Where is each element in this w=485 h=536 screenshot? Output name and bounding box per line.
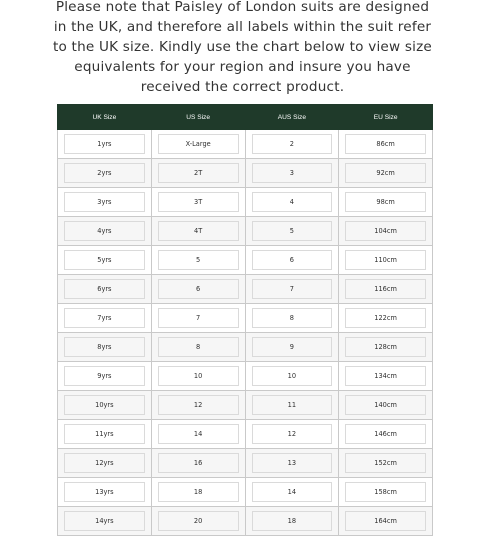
cell-value: 9yrs bbox=[64, 366, 145, 386]
cell-value: 140cm bbox=[345, 395, 426, 415]
cell-value: 14 bbox=[252, 482, 333, 502]
cell-eu-size bbox=[339, 507, 433, 536]
cell-value: 134cm bbox=[345, 366, 426, 386]
cell-eu-size bbox=[339, 420, 433, 449]
cell-aus-size bbox=[245, 478, 339, 507]
cell-value: 8 bbox=[252, 308, 333, 328]
cell-us-size bbox=[151, 478, 245, 507]
cell-value: 5 bbox=[252, 221, 333, 241]
cell-value: 12yrs bbox=[64, 453, 145, 473]
cell-value: 98cm bbox=[345, 192, 426, 212]
cell-eu-size bbox=[339, 217, 433, 246]
cell-aus-size bbox=[245, 246, 339, 275]
cell-aus-size bbox=[245, 391, 339, 420]
cell-value: 14yrs bbox=[64, 511, 145, 531]
cell-aus-size bbox=[245, 275, 339, 304]
cell-value: 158cm bbox=[345, 482, 426, 502]
cell-value: 9 bbox=[252, 337, 333, 357]
intro-line-3: to the UK size. Kindly use the chart below to view size bbox=[52, 39, 432, 55]
cell-us-size bbox=[151, 449, 245, 478]
cell-value: 12 bbox=[252, 424, 333, 444]
cell-uk-size bbox=[58, 217, 152, 246]
cell-value: 2 bbox=[252, 134, 333, 154]
cell-value: 13 bbox=[252, 453, 333, 473]
cell-value: 92cm bbox=[345, 163, 426, 183]
cell-value: 10 bbox=[158, 366, 239, 386]
cell-value: 4T bbox=[158, 221, 239, 241]
cell-value: 20 bbox=[158, 511, 239, 531]
cell-value: 11 bbox=[252, 395, 333, 415]
cell-us-size bbox=[151, 420, 245, 449]
header-uk-size: UK Size bbox=[58, 105, 152, 130]
table-row bbox=[58, 420, 433, 449]
cell-value: 4yrs bbox=[64, 221, 145, 241]
size-chart-header bbox=[58, 105, 433, 130]
cell-value: 152cm bbox=[345, 453, 426, 473]
cell-value: 104cm bbox=[345, 221, 426, 241]
intro-line-2: in the UK, and therefore all labels within the suit refer bbox=[53, 19, 432, 35]
cell-value: 164cm bbox=[345, 511, 426, 531]
intro-line-4: equivalents for your region and insure you have bbox=[74, 59, 411, 75]
cell-uk-size bbox=[58, 304, 152, 333]
header-aus-size: AUS Size bbox=[245, 105, 339, 130]
cell-uk-size bbox=[58, 362, 152, 391]
table-row bbox=[58, 159, 433, 188]
table-row bbox=[58, 188, 433, 217]
cell-us-size bbox=[151, 130, 245, 159]
cell-value: 11yrs bbox=[64, 424, 145, 444]
table-row bbox=[58, 304, 433, 333]
cell-value: 6yrs bbox=[64, 279, 145, 299]
cell-aus-size bbox=[245, 333, 339, 362]
cell-aus-size bbox=[245, 130, 339, 159]
cell-value: 1yrs bbox=[64, 134, 145, 154]
intro-line-5: received the correct product. bbox=[140, 79, 345, 95]
cell-value: 3T bbox=[158, 192, 239, 212]
cell-eu-size bbox=[339, 304, 433, 333]
table-row bbox=[58, 333, 433, 362]
cell-value: 5yrs bbox=[64, 250, 145, 270]
cell-aus-size bbox=[245, 449, 339, 478]
size-chart bbox=[57, 104, 433, 536]
header-row bbox=[58, 105, 433, 130]
cell-value: 8 bbox=[158, 337, 239, 357]
cell-us-size bbox=[151, 304, 245, 333]
cell-value: 8yrs bbox=[64, 337, 145, 357]
cell-value: 13yrs bbox=[64, 482, 145, 502]
cell-eu-size bbox=[339, 391, 433, 420]
cell-us-size bbox=[151, 391, 245, 420]
cell-us-size bbox=[151, 362, 245, 391]
cell-eu-size bbox=[339, 275, 433, 304]
cell-uk-size bbox=[58, 130, 152, 159]
cell-value: 7yrs bbox=[64, 308, 145, 328]
cell-uk-size bbox=[58, 507, 152, 536]
cell-uk-size bbox=[58, 449, 152, 478]
table-row bbox=[58, 130, 433, 159]
cell-value: 5 bbox=[158, 250, 239, 270]
cell-eu-size bbox=[339, 246, 433, 275]
cell-value: 110cm bbox=[345, 250, 426, 270]
cell-value: 18 bbox=[252, 511, 333, 531]
cell-uk-size bbox=[58, 391, 152, 420]
cell-value: 128cm bbox=[345, 337, 426, 357]
cell-eu-size bbox=[339, 130, 433, 159]
cell-aus-size bbox=[245, 217, 339, 246]
cell-value: 6 bbox=[252, 250, 333, 270]
table-row bbox=[58, 275, 433, 304]
cell-uk-size bbox=[58, 478, 152, 507]
cell-eu-size bbox=[339, 449, 433, 478]
cell-us-size bbox=[151, 507, 245, 536]
cell-value: 7 bbox=[158, 308, 239, 328]
cell-aus-size bbox=[245, 304, 339, 333]
cell-us-size bbox=[151, 333, 245, 362]
cell-uk-size bbox=[58, 333, 152, 362]
cell-value: 3 bbox=[252, 163, 333, 183]
cell-value: 122cm bbox=[345, 308, 426, 328]
table-row bbox=[58, 449, 433, 478]
cell-eu-size bbox=[339, 362, 433, 391]
cell-value: 10yrs bbox=[64, 395, 145, 415]
size-chart-body bbox=[58, 130, 433, 536]
table-row bbox=[58, 246, 433, 275]
cell-uk-size bbox=[58, 188, 152, 217]
cell-value: 10 bbox=[252, 366, 333, 386]
table-row bbox=[58, 507, 433, 536]
cell-us-size bbox=[151, 188, 245, 217]
cell-value: 4 bbox=[252, 192, 333, 212]
cell-aus-size bbox=[245, 420, 339, 449]
cell-us-size bbox=[151, 275, 245, 304]
table-row bbox=[58, 478, 433, 507]
cell-value: 14 bbox=[158, 424, 239, 444]
cell-value: 18 bbox=[158, 482, 239, 502]
table-row bbox=[58, 217, 433, 246]
cell-aus-size bbox=[245, 362, 339, 391]
table-row bbox=[58, 391, 433, 420]
cell-value: 86cm bbox=[345, 134, 426, 154]
cell-us-size bbox=[151, 159, 245, 188]
header-eu-size: EU Size bbox=[339, 105, 433, 130]
cell-eu-size bbox=[339, 188, 433, 217]
cell-value: 6 bbox=[158, 279, 239, 299]
cell-aus-size bbox=[245, 188, 339, 217]
cell-uk-size bbox=[58, 246, 152, 275]
cell-aus-size bbox=[245, 159, 339, 188]
cell-value: 12 bbox=[158, 395, 239, 415]
intro-line-1: Please note that Paisley of London suits are designed bbox=[55, 0, 430, 15]
cell-value: 146cm bbox=[345, 424, 426, 444]
cell-aus-size bbox=[245, 507, 339, 536]
cell-uk-size bbox=[58, 275, 152, 304]
cell-uk-size bbox=[58, 420, 152, 449]
cell-value: 3yrs bbox=[64, 192, 145, 212]
cell-eu-size bbox=[339, 333, 433, 362]
header-us-size: US Size bbox=[151, 105, 245, 130]
cell-us-size bbox=[151, 246, 245, 275]
cell-value: 7 bbox=[252, 279, 333, 299]
cell-value: 16 bbox=[158, 453, 239, 473]
cell-uk-size bbox=[58, 159, 152, 188]
cell-value: X-Large bbox=[158, 134, 239, 154]
cell-eu-size bbox=[339, 159, 433, 188]
cell-value: 2yrs bbox=[64, 163, 145, 183]
cell-eu-size bbox=[339, 478, 433, 507]
cell-us-size bbox=[151, 217, 245, 246]
size-chart-table bbox=[57, 104, 433, 536]
intro-paragraph bbox=[0, 0, 485, 97]
cell-value: 116cm bbox=[345, 279, 426, 299]
cell-value: 2T bbox=[158, 163, 239, 183]
table-row bbox=[58, 362, 433, 391]
